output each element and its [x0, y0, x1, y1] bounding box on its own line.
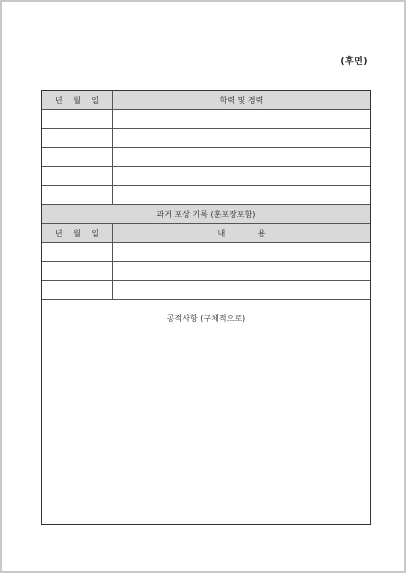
awards-date-header: 년 월 일	[42, 224, 113, 242]
awards-row[interactable]	[42, 262, 370, 281]
education-row[interactable]	[42, 110, 370, 129]
education-row[interactable]	[42, 186, 370, 205]
education-date-cell[interactable]	[42, 129, 113, 147]
education-date-cell[interactable]	[42, 110, 113, 128]
education-header-row	[42, 91, 370, 110]
education-content-cell[interactable]	[113, 110, 370, 128]
education-row[interactable]	[42, 167, 370, 186]
education-content-cell[interactable]	[113, 167, 370, 185]
awards-row[interactable]	[42, 281, 370, 300]
awards-content-cell[interactable]	[113, 262, 370, 280]
awards-date-cell[interactable]	[42, 262, 113, 280]
education-content-header: 학력 및 경력	[219, 95, 264, 105]
awards-date-cell[interactable]	[42, 243, 113, 261]
education-content-cell[interactable]	[113, 129, 370, 147]
merit-notes-area[interactable]	[42, 300, 370, 524]
education-date-cell[interactable]	[42, 186, 113, 204]
application-form	[41, 90, 371, 525]
education-row[interactable]	[42, 148, 370, 167]
education-content-cell[interactable]	[113, 148, 370, 166]
education-content-cell[interactable]	[113, 186, 370, 204]
education-date-cell[interactable]	[42, 167, 113, 185]
awards-section-title: 과거 포상 기록 (훈포장포함)	[42, 205, 370, 224]
education-date-cell[interactable]	[42, 148, 113, 166]
awards-content-header: 내 용	[217, 228, 266, 238]
awards-date-cell[interactable]	[42, 281, 113, 299]
education-row[interactable]	[42, 129, 370, 148]
education-date-header: 년 월 일	[42, 91, 113, 109]
merit-notes-title: 공적사항 (구체적으로)	[166, 314, 246, 323]
back-side-label: (후면)	[340, 57, 368, 67]
awards-header-row	[42, 224, 370, 243]
awards-content-cell[interactable]	[113, 281, 370, 299]
awards-row[interactable]	[42, 243, 370, 262]
awards-content-cell[interactable]	[113, 243, 370, 261]
